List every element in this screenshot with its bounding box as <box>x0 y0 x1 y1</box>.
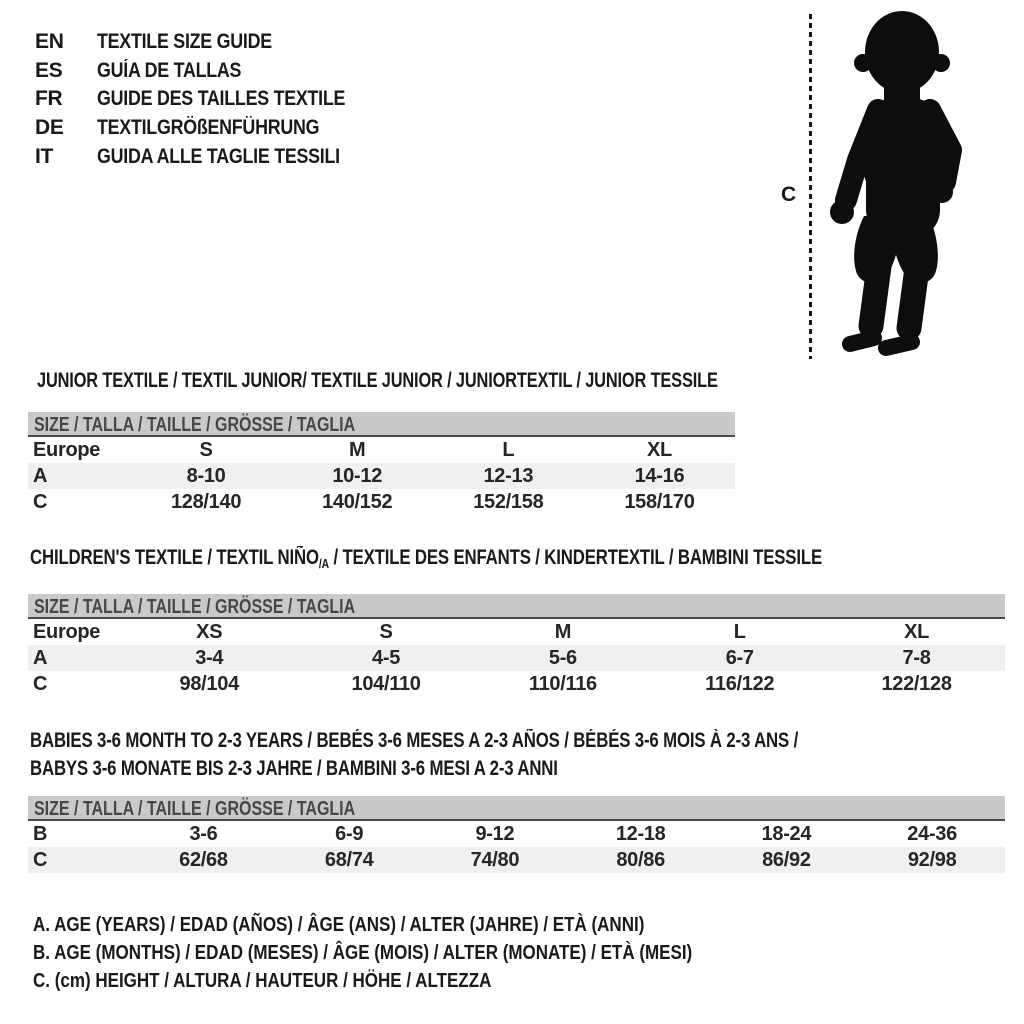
cell: 5-6 <box>548 646 577 669</box>
cell: 92/98 <box>907 848 957 871</box>
row-label: C <box>33 490 48 513</box>
size-header-text: SIZE / TALLA / TAILLE / GRÖSSE / TAGLIA <box>34 798 356 820</box>
language-code: IT <box>35 144 54 168</box>
cell: 86/92 <box>762 848 811 871</box>
junior-section-heading <box>37 369 910 393</box>
children-heading-sub: /A <box>318 556 329 571</box>
cell: S <box>379 620 393 643</box>
cell: 3-6 <box>189 822 218 845</box>
legend-text: B. AGE (MONTHS) / EDAD (MESES) / ÂGE (MOIS) / ALTER (MONATE) / ETÀ (MESI) <box>33 942 693 964</box>
legend-line-c <box>33 970 809 998</box>
cell: 116/122 <box>705 672 775 695</box>
junior-table <box>28 437 735 515</box>
children-size-header-bar <box>28 594 1005 619</box>
cell: 12-13 <box>483 464 534 487</box>
children-table <box>28 619 1005 697</box>
cell: 68/74 <box>324 848 374 871</box>
junior-heading-text: JUNIOR TEXTILE / TEXTIL JUNIOR/ TEXTILE JUNIOR / JUNIORTEXTIL / JUNIOR TESSILE <box>37 369 718 392</box>
legend-text: A. AGE (YEARS) / EDAD (AÑOS) / ÂGE (ANS) / ALTER (JAHRE) / ETÀ (ANNI) <box>33 914 645 936</box>
table-row <box>28 821 1005 847</box>
language-guide-list <box>35 28 389 171</box>
junior-table-block <box>28 412 735 515</box>
language-title: GUÍA DE TALLAS <box>97 58 242 82</box>
cell: 3-4 <box>195 646 224 669</box>
cell: 158/170 <box>624 490 695 513</box>
language-title: GUIDA ALLE TAGLIE TESSILI <box>97 144 340 168</box>
cell: 8-10 <box>186 464 226 487</box>
children-table-block <box>28 594 1005 697</box>
language-title: TEXTILGRÖßENFÜHRUNG <box>97 116 320 140</box>
legend-line-b <box>33 942 809 970</box>
cell: XL <box>904 620 930 643</box>
cell: 128/140 <box>170 490 242 513</box>
cell: S <box>199 438 213 461</box>
language-row <box>35 142 389 171</box>
babies-section-heading <box>30 727 990 783</box>
toddler-silhouette-icon <box>818 8 980 360</box>
row-label: C <box>33 672 48 695</box>
cell: M <box>554 620 572 643</box>
cell: 4-5 <box>372 646 401 669</box>
row-label: A <box>33 464 48 487</box>
legend-text: C. (cm) HEIGHT / ALTURA / HAUTEUR / HÖHE / ALTEZZA <box>33 970 492 992</box>
cell: XS <box>196 620 223 643</box>
size-header-text: SIZE / TALLA / TAILLE / GRÖSSE / TAGLIA <box>34 596 356 618</box>
legend-line-a <box>33 914 809 942</box>
cell: 80/86 <box>616 848 665 871</box>
language-title: TEXTILE SIZE GUIDE <box>97 30 272 54</box>
row-label: A <box>33 646 48 669</box>
language-title: GUIDE DES TAILLES TEXTILE <box>97 87 346 111</box>
cell: 98/104 <box>179 672 239 695</box>
cell: 140/152 <box>322 490 393 513</box>
row-label: Europe <box>33 438 101 461</box>
table-row <box>28 437 735 463</box>
height-label-c: C <box>781 183 797 206</box>
cell: 10-12 <box>332 464 383 487</box>
children-heading-pre: CHILDREN'S TEXTILE / TEXTIL NIÑO <box>30 546 319 569</box>
cell: 6-7 <box>725 646 754 669</box>
children-heading-post: / TEXTILE DES ENFANTS / KINDERTEXTIL / BAMBINI TESSILE <box>328 546 823 569</box>
cell: 62/68 <box>179 848 228 871</box>
cell: L <box>733 620 746 643</box>
cell: 122/128 <box>881 672 952 695</box>
language-code: EN <box>35 30 64 54</box>
babies-heading-line1: BABIES 3-6 MONTH TO 2-3 YEARS / BEBÉS 3-6 MESES A 2-3 AÑOS / BÉBÉS 3-6 MOIS À 2-3 ANS / <box>30 729 799 752</box>
table-row <box>28 671 1005 697</box>
cell: 12-18 <box>615 822 666 845</box>
language-code: FR <box>35 87 63 111</box>
cell: 74/80 <box>470 848 520 871</box>
cell: 104/110 <box>351 672 421 695</box>
row-label: Europe <box>33 620 101 643</box>
cell: 110/116 <box>528 672 597 695</box>
language-code: DE <box>35 116 64 140</box>
children-section-heading <box>30 546 1020 571</box>
table-row <box>28 619 1005 645</box>
junior-size-header-bar <box>28 412 735 437</box>
table-row <box>28 463 735 489</box>
language-row <box>35 57 389 86</box>
babies-size-header-bar <box>28 796 1005 821</box>
row-label: C <box>33 848 48 871</box>
language-row <box>35 28 389 57</box>
babies-heading-line2: BABYS 3-6 MONATE BIS 2-3 JAHRE / BAMBINI 3-6 MESI A 2-3 ANNI <box>30 757 558 780</box>
size-header-text: SIZE / TALLA / TAILLE / GRÖSSE / TAGLIA <box>34 414 356 436</box>
language-code: ES <box>35 58 63 82</box>
cell: 14-16 <box>634 464 685 487</box>
legend <box>33 914 809 998</box>
cell: 9-12 <box>475 822 515 845</box>
row-label: B <box>33 822 48 845</box>
cell: 18-24 <box>761 822 812 845</box>
cell: XL <box>646 438 672 461</box>
cell: 24-36 <box>907 822 957 845</box>
cell: L <box>502 438 515 461</box>
children-heading-text <box>30 546 822 571</box>
cell: 7-8 <box>902 646 931 669</box>
table-row <box>28 645 1005 671</box>
babies-table-block <box>28 796 1005 873</box>
table-row <box>28 847 1005 873</box>
cell: 6-9 <box>335 822 364 845</box>
cell: 152/158 <box>473 490 544 513</box>
language-row <box>35 85 389 114</box>
table-row <box>28 489 735 515</box>
cell: M <box>349 438 366 461</box>
babies-table <box>28 821 1005 873</box>
language-row <box>35 114 389 143</box>
height-dotted-line <box>809 14 812 359</box>
